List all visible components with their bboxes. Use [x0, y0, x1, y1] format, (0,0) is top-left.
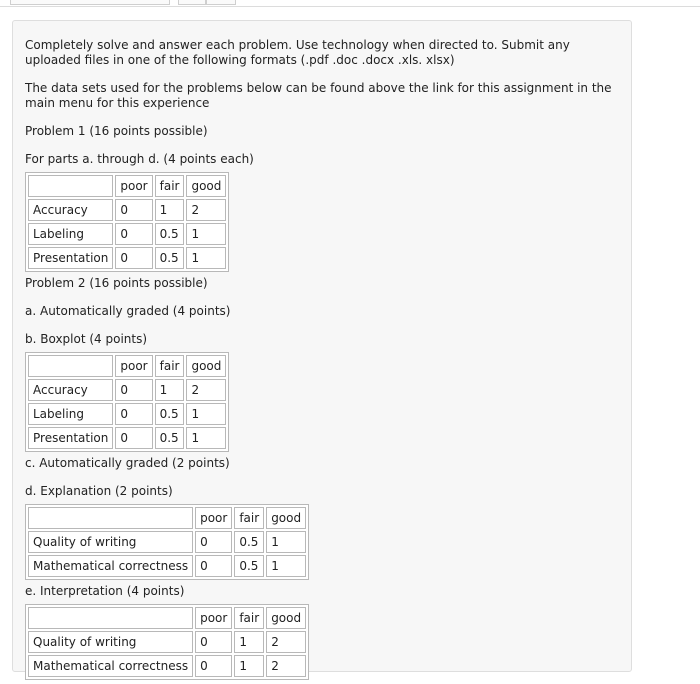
- rubric-header-poor: poor: [115, 355, 152, 377]
- rubric-row-label: Mathematical correctness: [28, 555, 193, 577]
- rubric-cell: 1: [186, 427, 226, 449]
- rubric-cell: 1: [234, 631, 264, 653]
- rubric-cell: 2: [186, 199, 226, 221]
- rubric-cell: 0: [115, 199, 152, 221]
- data-note-text: The data sets used for the problems below can be found above the link for this assignment in the main menu for this experience: [25, 81, 612, 110]
- rubric-cell: 1: [186, 247, 226, 269]
- rubric-header-poor: poor: [115, 175, 152, 197]
- rubric-row: [28, 199, 226, 221]
- problem-2-part-b: b. Boxplot (4 points): [25, 332, 148, 346]
- rubric-row: [28, 403, 226, 425]
- top-control-fragment[interactable]: [10, 0, 170, 5]
- rubric-cell: 0.5: [234, 555, 264, 577]
- rubric-row: [28, 247, 226, 269]
- instructions-text: Completely solve and answer each problem. Use technology when directed to. Submit any uploaded files in one of the following formats (.pdf .doc .docx .xls. xlsx): [25, 38, 570, 67]
- rubric-header-poor: poor: [195, 507, 232, 529]
- problem-2-part-d: d. Explanation (2 points): [25, 484, 173, 498]
- rubric-cell: 0: [195, 555, 232, 577]
- rubric-cell: 1: [234, 655, 264, 677]
- rubric-corner-cell: [28, 175, 113, 197]
- rubric-cell: 0: [195, 631, 232, 653]
- rubric-cell: 2: [266, 655, 306, 677]
- rubric-header-good: good: [186, 175, 226, 197]
- rubric-header-row: [28, 175, 226, 197]
- rubric-cell: 1: [155, 199, 185, 221]
- rubric-row-label: Labeling: [28, 223, 113, 245]
- problem-2-heading: Problem 2 (16 points possible): [25, 276, 208, 290]
- top-control-fragment[interactable]: [178, 0, 206, 5]
- rubric-row-label: Accuracy: [28, 379, 113, 401]
- rubric-cell: 0: [115, 223, 152, 245]
- problem-2-part-c: c. Automatically graded (2 points): [25, 456, 230, 470]
- rubric-corner-cell: [28, 355, 113, 377]
- rubric-header-good: good: [186, 355, 226, 377]
- rubric-header-fair: fair: [155, 175, 185, 197]
- top-bar: [0, 0, 700, 8]
- rubric-cell: 0: [195, 655, 232, 677]
- rubric-cell: 0: [115, 379, 152, 401]
- rubric-cell: 0: [115, 403, 152, 425]
- problem-1-heading: Problem 1 (16 points possible): [25, 124, 208, 138]
- rubric-row: [28, 379, 226, 401]
- rubric-cell: 0: [195, 531, 232, 553]
- rubric-header-good: good: [266, 607, 306, 629]
- assignment-content: [25, 38, 615, 684]
- problem-2-part-e: e. Interpretation (4 points): [25, 584, 185, 598]
- assignment-panel: [12, 20, 632, 672]
- rubric-cell: 0.5: [155, 427, 185, 449]
- rubric-row-label: Presentation: [28, 427, 113, 449]
- rubric-cell: 0: [115, 247, 152, 269]
- rubric-cell: 0.5: [234, 531, 264, 553]
- rubric-corner-cell: [28, 607, 193, 629]
- rubric-row: [28, 427, 226, 449]
- rubric-cell: 0.5: [155, 403, 185, 425]
- rubric-row-label: Presentation: [28, 247, 113, 269]
- rubric-header-row: [28, 507, 306, 529]
- rubric-row-label: Mathematical correctness: [28, 655, 193, 677]
- rubric-table-problem-2b: [25, 352, 229, 452]
- rubric-cell: 2: [266, 631, 306, 653]
- rubric-cell: 0.5: [155, 223, 185, 245]
- problem-1-parts-note: For parts a. through d. (4 points each): [25, 152, 254, 166]
- top-divider: [0, 6, 700, 7]
- rubric-cell: 1: [266, 531, 306, 553]
- rubric-cell: 0: [115, 427, 152, 449]
- rubric-header-fair: fair: [155, 355, 185, 377]
- rubric-header-row: [28, 607, 306, 629]
- rubric-cell: 1: [155, 379, 185, 401]
- problem-2-part-a: a. Automatically graded (4 points): [25, 304, 231, 318]
- rubric-row: [28, 631, 306, 653]
- rubric-row: [28, 555, 306, 577]
- rubric-cell: 1: [266, 555, 306, 577]
- rubric-header-row: [28, 355, 226, 377]
- rubric-row-label: Accuracy: [28, 199, 113, 221]
- rubric-cell: 2: [186, 379, 226, 401]
- rubric-cell: 0.5: [155, 247, 185, 269]
- rubric-table-problem-2d: [25, 504, 309, 580]
- rubric-header-poor: poor: [195, 607, 232, 629]
- rubric-table-problem-2e: [25, 604, 309, 680]
- rubric-corner-cell: [28, 507, 193, 529]
- top-control-fragment[interactable]: [206, 0, 236, 5]
- rubric-row: [28, 531, 306, 553]
- rubric-header-fair: fair: [234, 507, 264, 529]
- rubric-header-fair: fair: [234, 607, 264, 629]
- rubric-row-label: Quality of writing: [28, 531, 193, 553]
- rubric-row-label: Labeling: [28, 403, 113, 425]
- rubric-row: [28, 223, 226, 245]
- rubric-table-problem-1: [25, 172, 229, 272]
- rubric-row-label: Quality of writing: [28, 631, 193, 653]
- rubric-cell: 1: [186, 223, 226, 245]
- rubric-cell: 1: [186, 403, 226, 425]
- rubric-header-good: good: [266, 507, 306, 529]
